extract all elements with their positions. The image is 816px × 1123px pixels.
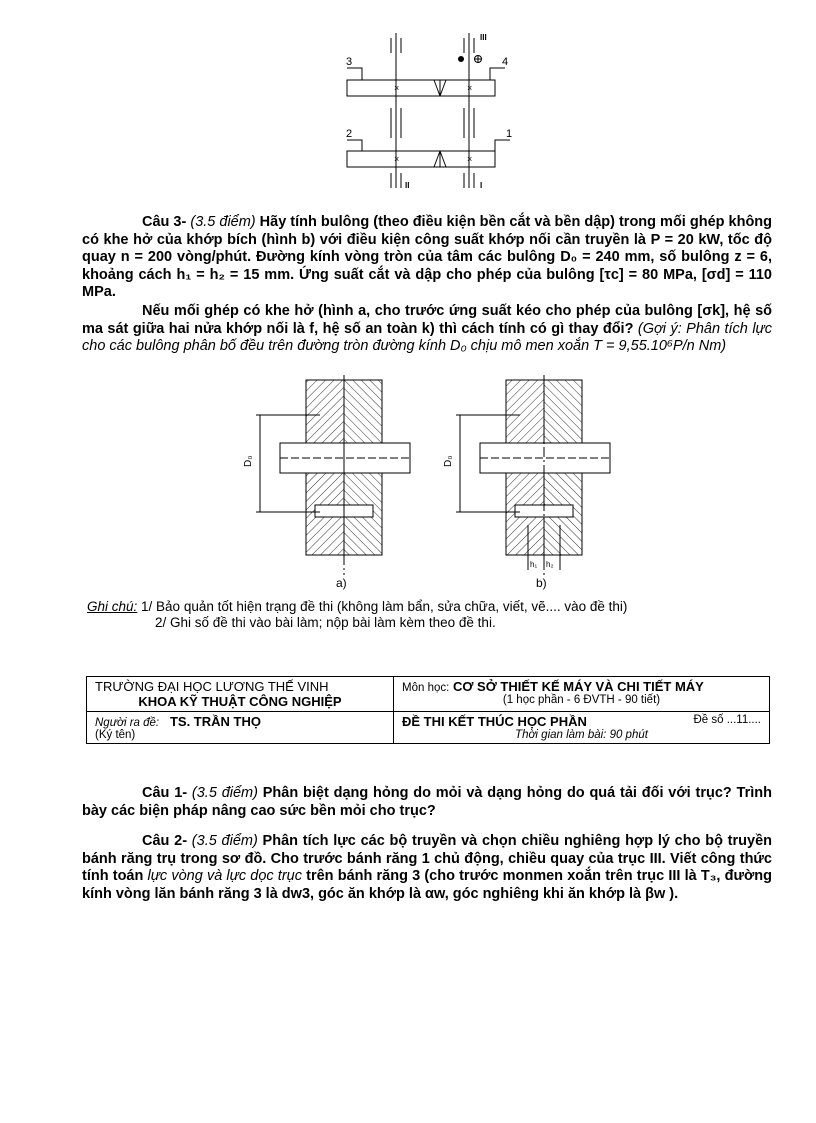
gear-label-1: 1 xyxy=(506,128,513,140)
label-D0-a: D₀ xyxy=(243,455,254,467)
q1-body: Phân biệt dạng hỏng do mỏi và dạng hỏng do quá tải đối với trục? Trình bày các biện pháp nâng cao sức bền mỏi cho trục? xyxy=(82,785,772,819)
shaft-label-III: III xyxy=(480,33,487,42)
q2-points: (3.5 điểm) xyxy=(191,833,258,849)
gear-label-2: 2 xyxy=(346,128,353,140)
university-name: TRƯỜNG ĐẠI HỌC LƯƠNG THẾ VINH xyxy=(95,679,329,694)
gear-label-4: 4 xyxy=(502,56,509,68)
exam-title: ĐỀ THI KẾT THÚC HỌC PHẦN xyxy=(402,714,587,729)
question-2 xyxy=(82,833,772,903)
question-1 xyxy=(82,785,772,820)
exam-header-table xyxy=(86,676,770,744)
exam-title-cell xyxy=(394,712,770,744)
q2-body-italic: lực vòng và lực dọc trục xyxy=(147,868,302,884)
subject-label: Môn học: xyxy=(402,682,450,694)
credits: (1 học phần - 6 ĐVTH - 90 tiết) xyxy=(502,694,661,706)
caption-a: a) xyxy=(336,576,347,590)
notes-line1: 1/ Bảo quản tốt hiện trạng đề thi (không làm bẩn, sửa chữa, viết, vẽ.... vào đề thi) xyxy=(137,599,628,614)
author-label: Người ra đề: xyxy=(95,717,160,729)
faculty-name: KHOA KỸ THUẬT CÔNG NGHIỆP xyxy=(138,694,342,709)
question-3 xyxy=(82,214,772,302)
svg-text:×: × xyxy=(467,154,473,164)
q1-title: Câu 1- xyxy=(142,785,188,801)
coupling-a xyxy=(256,375,410,575)
gear-3-4-pair xyxy=(347,80,495,96)
subject-name: CƠ SỞ THIẾT KẾ MÁY VÀ CHI TIẾT MÁY xyxy=(452,679,704,694)
shaft-label-II: II xyxy=(405,181,410,190)
q3-body2: Nếu mối ghép có khe hở (hình a, cho trước ứng suất kéo cho phép của bulông [σk], hệ số ma sát giữa hai nửa khớp nối là f, hệ số an toàn k) thì cách tính có gì thay đổi? xyxy=(82,303,772,337)
coupling-drawings xyxy=(220,375,620,595)
author-cell xyxy=(87,712,394,744)
svg-text:×: × xyxy=(394,154,400,164)
q3-body1: Hãy tính bulông (theo điều kiện bền cắt và bền dập) trong mối ghép không có khe hở của khớp bích (hình b) với điều kiện công suất khớp nối cần truyền là P = 20 kW, tốc độ quay n = 200 vòng/phút. Đường kính vòng tròn của tâm các bulông D₀ = 240 mm, số bulông z = 6, khoảng cách h₁ = h₂ = 15 mm. Ứng suất cắt và dập cho phép của bulông [τc] = 80 MPa, [σd] = 110 MPa. xyxy=(82,214,773,300)
gear-label-3: 3 xyxy=(346,56,353,68)
gear-2-1-pair xyxy=(347,151,495,167)
exam-number: Đề số ...11.... xyxy=(693,714,761,726)
author-name: TS. TRẦN THỌ xyxy=(169,714,261,729)
svg-text:×: × xyxy=(467,83,473,93)
caption-b: b) xyxy=(536,576,547,590)
signature: (Ký tên) xyxy=(95,729,136,741)
q2-body1: Phân tích lực các bộ truyền và chọn chiều nghiêng hợp lý cho bộ truyền bánh răng trụ trong sơ đồ. Cho trước bánh răng 1 chủ động, chiều quay của trục III. Viết công thức tính toán xyxy=(82,833,772,884)
coupling-b xyxy=(456,375,610,575)
notes-line2: 2/ Ghi số đề thi vào bài làm; nộp bài làm kèm theo đề thi. xyxy=(155,615,496,630)
gear-train-diagram xyxy=(330,28,530,193)
q3-points: (3.5 điểm) xyxy=(190,214,256,230)
shaft-label-I: I xyxy=(480,181,483,190)
q3-title: Câu 3- xyxy=(142,214,187,230)
label-D0-b: D₀ xyxy=(443,455,454,467)
label-h2: h₂ xyxy=(546,560,554,569)
q3-hint: (Gợi ý: Phân tích lực cho các bulông phân bố đều trên đường tròn đường kính D₀ chịu mô men xoắn T = 9,55.10⁶P/n Nm) xyxy=(82,320,772,354)
notes xyxy=(87,599,627,631)
exam-time: Thời gian làm bài: 90 phút xyxy=(515,729,648,741)
q2-body2: trên bánh răng 3 (cho trước monmen xoắn trên trục III là T₃, đường kính vòng lăn bánh răng 3 là dw3, góc ăn khớp là αw, góc nghiêng khi ăn khớp là βw ). xyxy=(82,868,772,902)
q1-points: (3.5 điểm) xyxy=(191,785,258,801)
subject-cell xyxy=(394,677,770,712)
q2-title: Câu 2- xyxy=(142,833,188,849)
question-3-part2 xyxy=(82,303,772,356)
center-mark: × xyxy=(394,83,400,93)
label-h1: h₁ xyxy=(530,560,538,569)
notes-label: Ghi chú: xyxy=(87,599,138,614)
university-cell xyxy=(87,677,394,712)
